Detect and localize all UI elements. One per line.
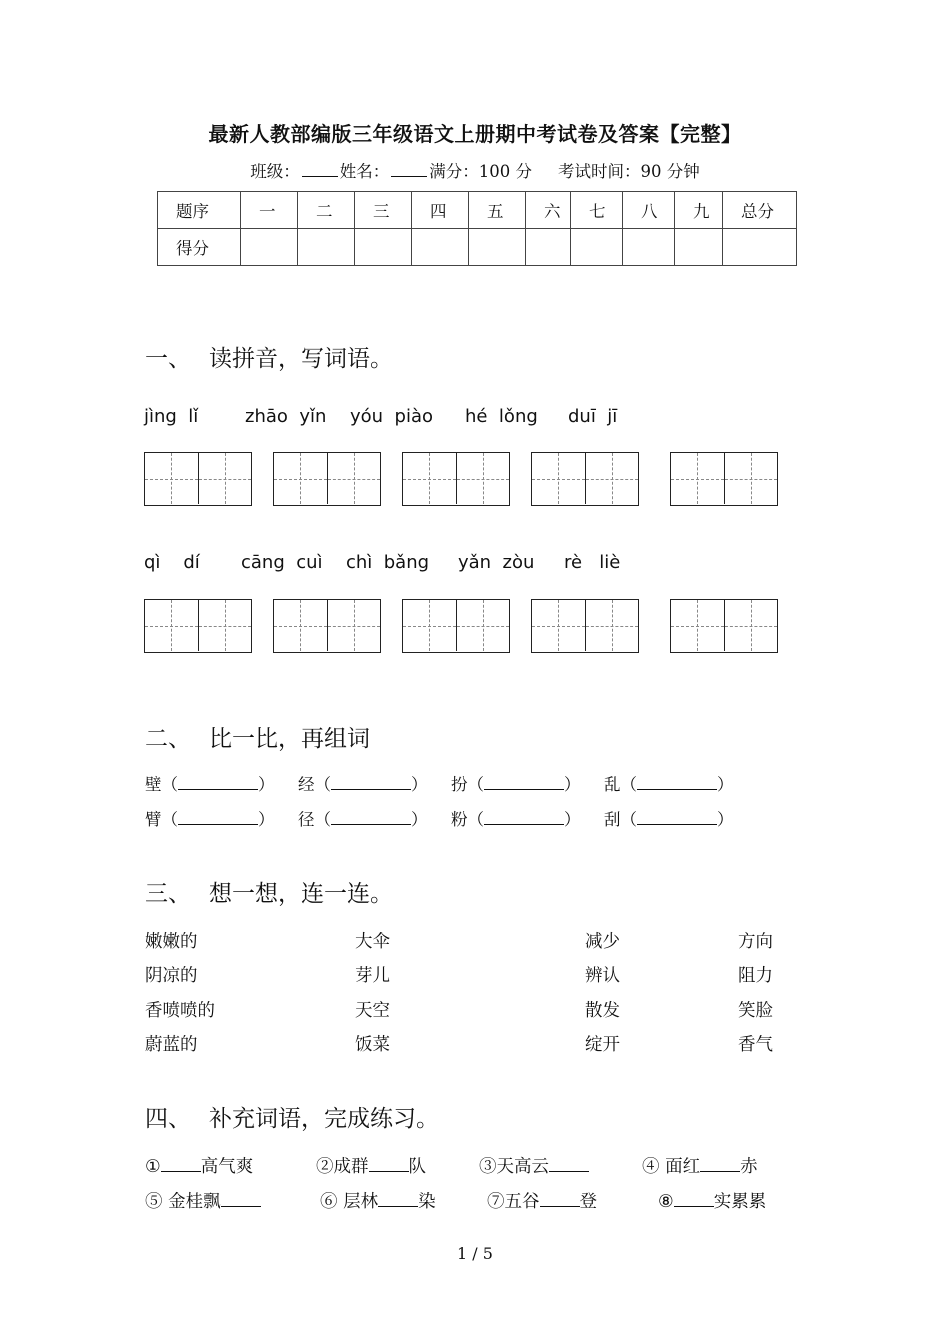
answer-blank[interactable]	[549, 1156, 589, 1172]
writing-grid[interactable]	[402, 452, 510, 506]
fill-prefix: ⑦五谷	[487, 1192, 540, 1212]
page-number: 1 / 5	[457, 1244, 493, 1263]
score-cell[interactable]	[623, 229, 675, 266]
writing-grid[interactable]	[531, 452, 639, 506]
pinyin-item: jìng lǐ	[144, 406, 199, 427]
fill-item	[658, 1188, 766, 1213]
section-1-heading	[145, 340, 393, 373]
header-cell: 六	[526, 192, 571, 229]
header-cell: 九	[675, 192, 723, 229]
pinyin-item: zhāo yǐn	[245, 406, 327, 427]
compare-char: 径	[298, 810, 315, 829]
connect-word[interactable]: 阴凉的	[145, 966, 198, 986]
connect-word[interactable]: 辨认	[585, 966, 620, 986]
connect-word[interactable]: 减少	[585, 932, 620, 952]
writing-grid[interactable]	[273, 599, 381, 653]
header-cell: 七	[571, 192, 623, 229]
compare-item: 粉（ ）	[451, 810, 581, 829]
header-cell: 一	[241, 192, 298, 229]
header-cell: 题序	[158, 192, 241, 229]
compare-item: 臂（ ）	[145, 810, 275, 829]
header-cell: 五	[469, 192, 526, 229]
writing-grid[interactable]	[273, 452, 381, 506]
compare-item: 乱（ ）	[604, 775, 734, 794]
connect-word[interactable]: 饭菜	[355, 1035, 390, 1055]
fill-item	[320, 1188, 436, 1213]
class-blank	[302, 160, 338, 177]
answer-blank[interactable]	[637, 774, 717, 790]
fill-prefix: ⑥ 层林	[320, 1192, 379, 1212]
name-label: 姓名：	[339, 162, 390, 181]
section-number: 二、	[145, 726, 191, 752]
section-2-heading	[145, 720, 370, 753]
connect-word[interactable]: 方向	[738, 932, 773, 952]
score-cell[interactable]	[241, 229, 298, 266]
answer-blank[interactable]	[178, 774, 258, 790]
pinyin-item: yóu piào	[350, 406, 433, 427]
compare-item: 径（ ）	[298, 810, 428, 829]
section-title: 补充词语，完成练习。	[209, 1106, 439, 1132]
answer-blank[interactable]	[484, 774, 564, 790]
compare-item: 壁（ ）	[145, 775, 275, 794]
fill-suffix: 高气爽	[200, 1157, 254, 1177]
pinyin-item: yǎn zòu	[458, 552, 535, 573]
pinyin-item: duī jī	[568, 406, 618, 427]
score-cell[interactable]	[355, 229, 412, 266]
header-cell: 八	[623, 192, 675, 229]
compare-char: 刮	[604, 810, 621, 829]
score-cell[interactable]	[412, 229, 469, 266]
class-label: 班级：	[250, 162, 300, 181]
fill-suffix: 登	[579, 1192, 597, 1212]
writing-grid[interactable]	[402, 599, 510, 653]
header-cell: 四	[412, 192, 469, 229]
writing-grid[interactable]	[670, 599, 778, 653]
answer-blank[interactable]	[161, 1156, 201, 1172]
row-label: 得分	[158, 229, 241, 266]
score-cell[interactable]	[469, 229, 526, 266]
connect-word[interactable]: 芽儿	[355, 966, 390, 986]
fill-item	[479, 1153, 589, 1178]
fill-suffix: 队	[408, 1157, 426, 1177]
answer-blank[interactable]	[484, 809, 564, 825]
header-cell: 二	[298, 192, 355, 229]
compare-item: 刮（ ）	[604, 810, 734, 829]
page-title: 最新人教部编版三年级语文上册期中考试卷及答案【完整】	[208, 122, 742, 146]
connect-word[interactable]: 天空	[355, 1001, 390, 1021]
fill-prefix: ③天高云	[479, 1157, 549, 1177]
compare-char: 粉	[451, 810, 468, 829]
connect-word[interactable]: 笑脸	[738, 1001, 773, 1021]
exam-time: 考试时间：90 分钟	[558, 162, 700, 181]
fill-prefix: ⑧	[658, 1192, 674, 1212]
pinyin-item: cāng cuì	[241, 552, 323, 573]
writing-grid[interactable]	[531, 599, 639, 653]
writing-grid[interactable]	[670, 452, 778, 506]
compare-char: 乱	[604, 775, 621, 794]
score-cell[interactable]	[526, 229, 571, 266]
fill-item	[145, 1188, 261, 1213]
compare-item: 经（ ）	[298, 775, 428, 794]
fill-item	[145, 1153, 253, 1178]
score-cell[interactable]	[298, 229, 355, 266]
connect-word[interactable]: 蔚蓝的	[145, 1035, 198, 1055]
answer-blank[interactable]	[378, 1191, 418, 1207]
answer-blank[interactable]	[331, 774, 411, 790]
answer-blank[interactable]	[331, 809, 411, 825]
answer-blank[interactable]	[178, 809, 258, 825]
compare-item: 扮（ ）	[451, 775, 581, 794]
fill-suffix: 实累累	[713, 1192, 767, 1212]
connect-word[interactable]: 阻力	[738, 966, 773, 986]
section-4-heading	[145, 1100, 439, 1133]
fill-suffix: 染	[418, 1192, 436, 1212]
answer-blank[interactable]	[700, 1156, 740, 1172]
exam-info	[0, 158, 950, 182]
answer-blank[interactable]	[369, 1156, 409, 1172]
section-title: 比一比，再组词	[209, 726, 370, 752]
fill-item	[487, 1188, 597, 1213]
connect-word[interactable]: 绽开	[585, 1035, 620, 1055]
name-blank	[391, 160, 427, 177]
compare-char: 壁	[145, 775, 162, 794]
score-table	[157, 191, 797, 266]
section-title: 想一想，连一连。	[209, 881, 393, 907]
full-score: 满分：100 分	[429, 162, 532, 181]
compare-char: 臂	[145, 810, 162, 829]
section-number: 四、	[145, 1106, 191, 1132]
connect-word[interactable]: 香喷喷的	[145, 1001, 215, 1021]
compare-char: 经	[298, 775, 315, 794]
fill-item	[316, 1153, 426, 1178]
answer-blank[interactable]	[221, 1191, 261, 1207]
score-cell[interactable]	[723, 229, 797, 266]
writing-grid[interactable]	[144, 599, 252, 653]
section-title: 读拼音，写词语。	[209, 346, 393, 372]
score-table-row	[158, 229, 797, 266]
answer-blank[interactable]	[540, 1191, 580, 1207]
fill-suffix: 赤	[740, 1157, 758, 1177]
score-cell[interactable]	[571, 229, 623, 266]
pinyin-item: qì dí	[144, 552, 200, 573]
section-number: 三、	[145, 881, 191, 907]
compare-char: 扮	[451, 775, 468, 794]
answer-blank[interactable]	[637, 809, 717, 825]
answer-blank[interactable]	[674, 1191, 714, 1207]
pinyin-item: chì bǎng	[346, 552, 430, 573]
header-cell: 三	[355, 192, 412, 229]
fill-item	[642, 1153, 758, 1178]
fill-prefix: ①	[145, 1157, 161, 1177]
fill-prefix: ⑤ 金桂飘	[145, 1192, 221, 1212]
connect-word[interactable]: 大伞	[355, 932, 390, 952]
pinyin-item: hé lǒng	[465, 406, 538, 427]
section-number: 一、	[145, 346, 191, 372]
score-table-header	[158, 192, 797, 229]
fill-prefix: ②成群	[316, 1157, 369, 1177]
pinyin-item: rè liè	[564, 552, 621, 573]
section-3-heading	[145, 875, 393, 908]
score-cell[interactable]	[675, 229, 723, 266]
connect-word[interactable]: 香气	[738, 1035, 773, 1055]
connect-word[interactable]: 嫩嫩的	[145, 932, 198, 952]
fill-prefix: ④ 面红	[642, 1157, 701, 1177]
writing-grid[interactable]	[144, 452, 252, 506]
connect-word[interactable]: 散发	[585, 1001, 620, 1021]
header-cell: 总分	[723, 192, 797, 229]
